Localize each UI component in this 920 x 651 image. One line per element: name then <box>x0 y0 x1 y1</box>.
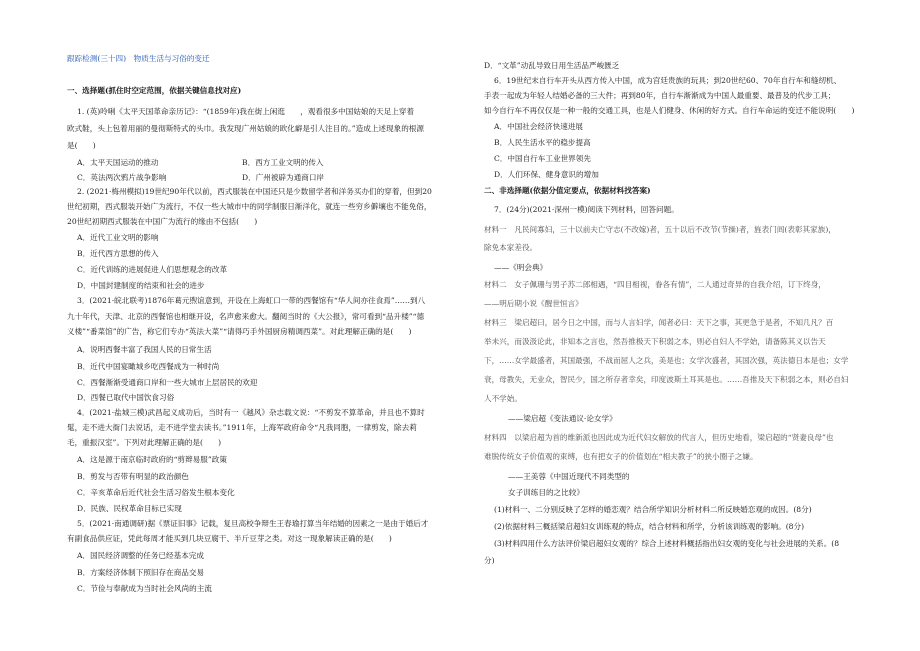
q4-option-d: D．民族、民权革命目标已实现 <box>77 504 182 513</box>
q3-option-b: B．近代中国宴瞰城乡吃西餐成为一种时尚 <box>77 362 220 371</box>
q3-option-c: C．西餐渐渐受通商口岸和一些大城市上层居民的欢迎 <box>77 378 258 387</box>
q2-line: 2. (2021·梅州模拟)19世纪90年代以前，西式服装在中国还只是少数留学者和洋务买办们的穿着，但到20 <box>77 187 432 196</box>
section-1-heading: 一、选择题(抓住时空定范围，依据关键信息找对应) <box>67 86 242 95</box>
q3-line: 义楼”“番菜馆”的广告，称它们专办“英法大菜”“请得巧手外国厨房精调西菜”。对此理解正确的是( ) <box>67 327 412 336</box>
q6-option-a: A．中国社会经济快速进展 <box>494 122 584 131</box>
material-3-line: 人不学始。 <box>484 394 522 403</box>
q6-line: 手表一起成为年轻人结婚必备的三大件；再到80年，自行车渐渐成为中国人最重要、最普及的代步工具； <box>484 91 836 100</box>
material-1-line: 材料一 凡民间寡妇，三十以前夫亡守志(不改嫁)者，五十以后不改节(节操)者，旌表门闾(表彰其家族)， <box>484 225 836 234</box>
q7-subquestion-1: (1)材料一、二分别反映了怎样的婚恋观？结合所学知识分析材料二所反映婚恋观的成因。(8分) <box>494 505 812 514</box>
q7-subquestion-2: (2)依据材料三概括梁启超妇女训练观的特点，结合材料和所学，分析该训练观的影响。(8分) <box>494 522 805 531</box>
q7-intro: 7．(24分)(2021·深州一模)阅读下列材料，回答问题。 <box>494 205 679 214</box>
q2-line: 20世纪初期西式服装在中国广为流行的缘由不包括( ) <box>67 217 258 226</box>
q1-option-b: B．西方工业文明的传入 <box>242 158 324 167</box>
q3-line: 3．(2021·皖北联考)1876年葛元煦谊意到，开设在上海虹口一带的西餐馆有“华人间亦往食焉”……到八 <box>77 296 426 305</box>
material-3-source: ——梁启超《变法通议·论女学》 <box>508 414 617 423</box>
q2-option-d: D．中国封建制度的结束和社会的进步 <box>77 281 205 290</box>
material-3-line: 举未兴，而汲汲论此，非知本之言也，然吾推极天下积弱之本，则必自妇人不学始，请备陈其义以告天 <box>484 337 826 346</box>
material-2-source: ——明后期小说《醒世恒言》 <box>484 299 583 308</box>
q5-option-d: D．“文革”动乱导致日用生活品严峻匮乏 <box>484 61 620 70</box>
q1-option-d: D．广州被辟为通商口岸 <box>242 173 325 182</box>
page-title: 跟踪检测(三十四) 物质生活与习俗的变迁 <box>67 54 210 63</box>
q4-line: 毛，重振汉室”。下列对此理解正确的是( ) <box>67 438 222 447</box>
material-1-line: 除免本家差役。 <box>484 243 538 252</box>
q2-option-a: A．近代工业文明的影响 <box>77 233 159 242</box>
section-2-heading: 二、非选择题(依据分值定要点，依据材料找答案) <box>484 186 651 195</box>
q4-option-c: C．辛亥革命后近代社会生活习俗发生根本变化 <box>77 488 235 497</box>
q4-line: 髦，走不进大衙门去说话，走不进学堂去读书。”1911年，上海军政府命令“凡我同胞，一律剪发，除去莉 <box>67 423 417 432</box>
q3-option-a: A．说明西餐丰富了我国人民的日常生活 <box>77 345 212 354</box>
material-4-line: 难脱传统女子价值观的束缚，也有把女子的价值划在“相夫教子”的狭小圈子之嫌。 <box>484 452 758 461</box>
material-2-line: 材料二 女子佩珊与男子苏二郎相遇，“四目相视，眷各有情”，二人通过奇异的自我介绍，订下终身， <box>484 280 826 289</box>
q5-option-a: A．国民经济调整的任务已经基本完成 <box>77 551 204 560</box>
material-3-line: 下，……女学最盛者，其国最强，不战而屈人之兵，美是也；女学次盛者，其国次强，英法德日本是也；女学 <box>484 356 849 365</box>
q5-line: 5．(2021·南通调研)据《票证旧事》记载，复旦高校争辩生王春瑜打算当年结婚的因素之一是由于婚后才 <box>77 519 429 528</box>
material-4-line: 材料四 以梁启超为首的维新派也因此成为近代妇女解放的代言人，但历史地看，梁启超的“贤妻良母”也 <box>484 433 834 442</box>
q2-line: 世纪初期，西式服装开始广为流行，不仅一些大城市中的同学制服日渐洋化，就连一些穷乡僻壤也不能免俗， <box>67 202 432 211</box>
q7-subquestion-3-cont: 分) <box>484 556 495 565</box>
q1-line: 是( ) <box>67 141 96 150</box>
q1-option-c: C．英法两次鸦片战争影响 <box>77 173 167 182</box>
q5-line: 有副食品供应证，凭此每周才能买到几块豆腐干、半斤豆芽之类。对这一现象解读正确的是( ) <box>67 534 392 543</box>
q3-line: 九十年代，天津、北京的西餐馆也相继开设，名声愈来愈大。翻阅当时的《大公报》，常可看到“品升楼”“德 <box>67 312 425 321</box>
q3-option-d: D．西餐已取代中国饮食习俗 <box>77 393 175 402</box>
material-4-source: ——王美蓉《中国近现代不同类型的 <box>508 472 630 481</box>
material-3-line: 材料三 梁启超曰，居今日之中国，而与人言妇学，闻者必曰：天下之事，其更急于是者，不知几凡？百 <box>484 318 834 327</box>
q2-option-c: C．近代训练的进展促进人们思想观念的改革 <box>77 265 228 274</box>
q6-option-d: D．人们环保、健身意识的增加 <box>494 170 599 179</box>
q6-option-b: B．人民生活水平的稳步提高 <box>494 138 591 147</box>
q4-line: 4．(2021·盐城三模)武昌起义成功后，当时有一《越风》杂志载文说：“不剪发不算革命，并且也不算时 <box>77 408 425 417</box>
q4-option-a: A．这是源于南京临时政府的“剪辫易服”政策 <box>77 455 227 464</box>
q1-line: 1. (英)呤唎《太平天国革命亲历记》：“(1859年)我在街上闲逛 ，观看很多中国姑娘的天足上穿着 <box>77 107 415 116</box>
material-1-source: ——《明会典》 <box>494 263 548 272</box>
material-3-line: 衰，母教失，无业众，智民少，国之所存者幸矣，印度波斯土耳其是也。……吾推及天下积弱之本，则必自妇 <box>484 375 849 384</box>
q5-option-c: C．节俭与奉献成为当时社会风尚的主流 <box>77 584 212 593</box>
q6-option-c: C．中国自行车工业世界领先 <box>494 154 591 163</box>
q1-option-a: A．太平天国运动的推动 <box>77 158 159 167</box>
q6-line: 6．19世纪末自行车开头从西方传入中国，成为宫廷贵族的玩具；到20世纪60、70年自行车和缝纫机、 <box>494 76 842 85</box>
material-4-source: 女子训练目的之比较》 <box>508 488 584 497</box>
q2-option-b: B．近代西方思想的传入 <box>77 249 159 258</box>
q5-option-b: B．方案经济体制下照旧存在商品交易 <box>77 568 205 577</box>
q1-line: 欧式鞋，头上包着用丽的曼彻斯特式的头巾。我发现广州姑娘的欧化癖是引人注目的。”造成上述现象的根源 <box>67 124 424 133</box>
q6-line: 如今自行车不再仅仅是一种一般的交通工具，也是人们健身、休闲的好方式。自行车命运的变迁不能说明( ) <box>484 106 855 115</box>
q7-subquestion-3: (3)材料四用什么方法评价梁启超妇女观的？综合上述材料概括指出妇女观的变化与社会进展的关系。(8 <box>494 539 840 548</box>
q4-option-b: B．剪发与否带有明显的政治颜色 <box>77 472 189 481</box>
